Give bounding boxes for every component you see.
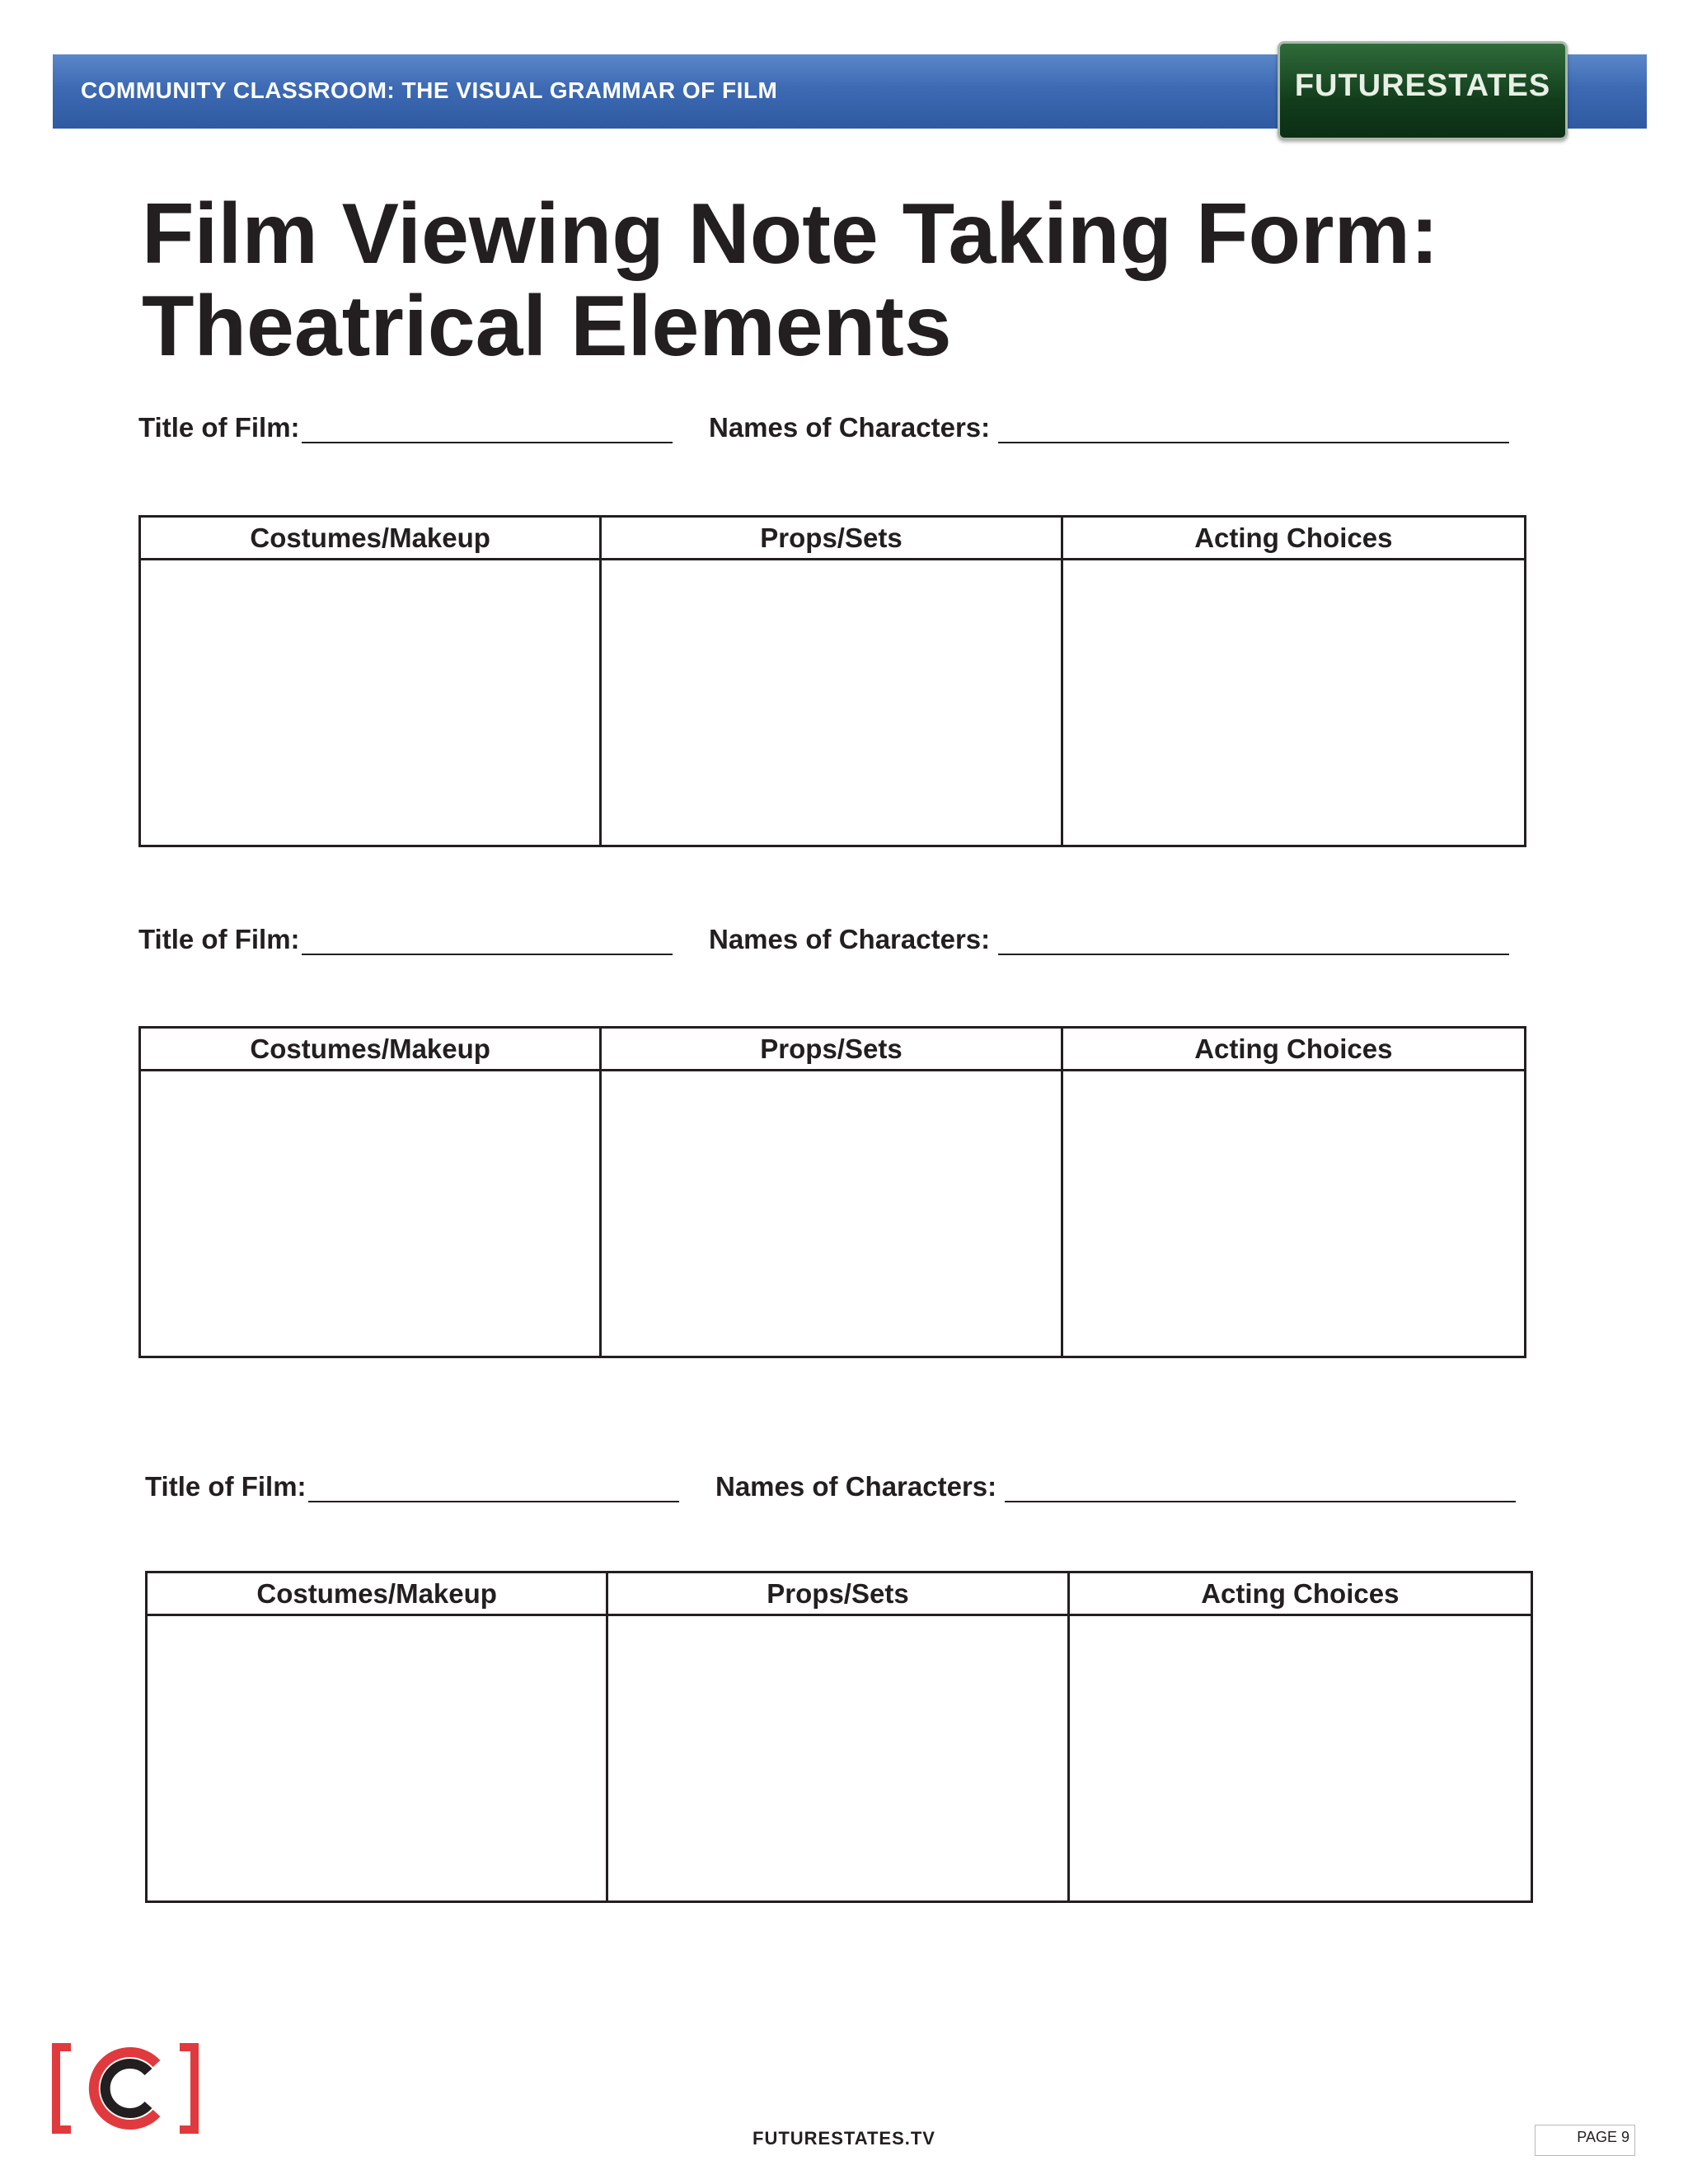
notes-cell-props[interactable] (608, 1616, 1069, 1900)
banner-title: COMMUNITY CLASSROOM: THE VISUAL GRAMMAR OF FILM (81, 77, 778, 103)
notes-table-2 (138, 1026, 1526, 1358)
column-header-acting: Acting Choices (1063, 518, 1524, 560)
character-names-field[interactable] (709, 924, 1509, 955)
character-names-label: Names of Characters: (709, 412, 991, 443)
film-title-line[interactable] (302, 417, 673, 443)
film-title-label: Title of Film: (138, 412, 300, 443)
notes-cell-props[interactable] (602, 560, 1062, 845)
film-title-label: Title of Film: (145, 1471, 307, 1502)
page-title-line-1: Film Viewing Note Taking Form: (142, 186, 1439, 282)
film-title-field[interactable] (145, 1471, 679, 1502)
film-info-row-3 (145, 1471, 1546, 1504)
column-header-acting: Acting Choices (1063, 1029, 1524, 1071)
film-title-line[interactable] (308, 1476, 679, 1502)
column-header-props: Props/Sets (602, 1029, 1062, 1071)
notes-cell-costumes[interactable] (148, 1616, 608, 1900)
column-header-costumes: Costumes/Makeup (141, 1029, 602, 1071)
character-names-line[interactable] (998, 929, 1509, 955)
character-names-line[interactable] (998, 417, 1509, 443)
film-title-field[interactable] (138, 924, 673, 955)
page-title-line-2: Theatrical Elements (142, 279, 952, 374)
character-names-label: Names of Characters: (715, 1471, 997, 1502)
film-title-label: Title of Film: (138, 924, 300, 954)
notes-cell-acting[interactable] (1063, 560, 1524, 845)
column-header-costumes: Costumes/Makeup (141, 518, 602, 560)
film-title-line[interactable] (302, 929, 673, 955)
notes-cell-costumes[interactable] (141, 1071, 602, 1356)
page-number: PAGE 9 (1535, 2125, 1635, 2156)
column-header-props: Props/Sets (608, 1573, 1069, 1616)
notes-table-1 (138, 515, 1526, 847)
film-info-row-2 (138, 924, 1540, 957)
film-info-row-1 (138, 412, 1540, 445)
notes-cell-costumes[interactable] (141, 560, 602, 845)
column-header-costumes: Costumes/Makeup (148, 1573, 608, 1616)
futurestates-logo-text: FUTURESTATES (1294, 68, 1551, 103)
column-header-props: Props/Sets (602, 518, 1062, 560)
notes-cell-acting[interactable] (1070, 1616, 1531, 1900)
character-names-field[interactable] (715, 1471, 1516, 1502)
character-names-field[interactable] (709, 412, 1509, 443)
futurestates-logo (1278, 41, 1568, 140)
film-title-field[interactable] (138, 412, 673, 443)
character-names-label: Names of Characters: (709, 924, 991, 954)
community-classroom-logo-icon (51, 2042, 199, 2135)
character-names-line[interactable] (1005, 1476, 1516, 1502)
page-title (142, 188, 1625, 373)
notes-cell-props[interactable] (602, 1071, 1062, 1356)
footer-website: FUTURESTATES.TV (753, 2128, 935, 2149)
column-header-acting: Acting Choices (1070, 1573, 1531, 1616)
notes-cell-acting[interactable] (1063, 1071, 1524, 1356)
notes-table-3 (145, 1571, 1533, 1903)
